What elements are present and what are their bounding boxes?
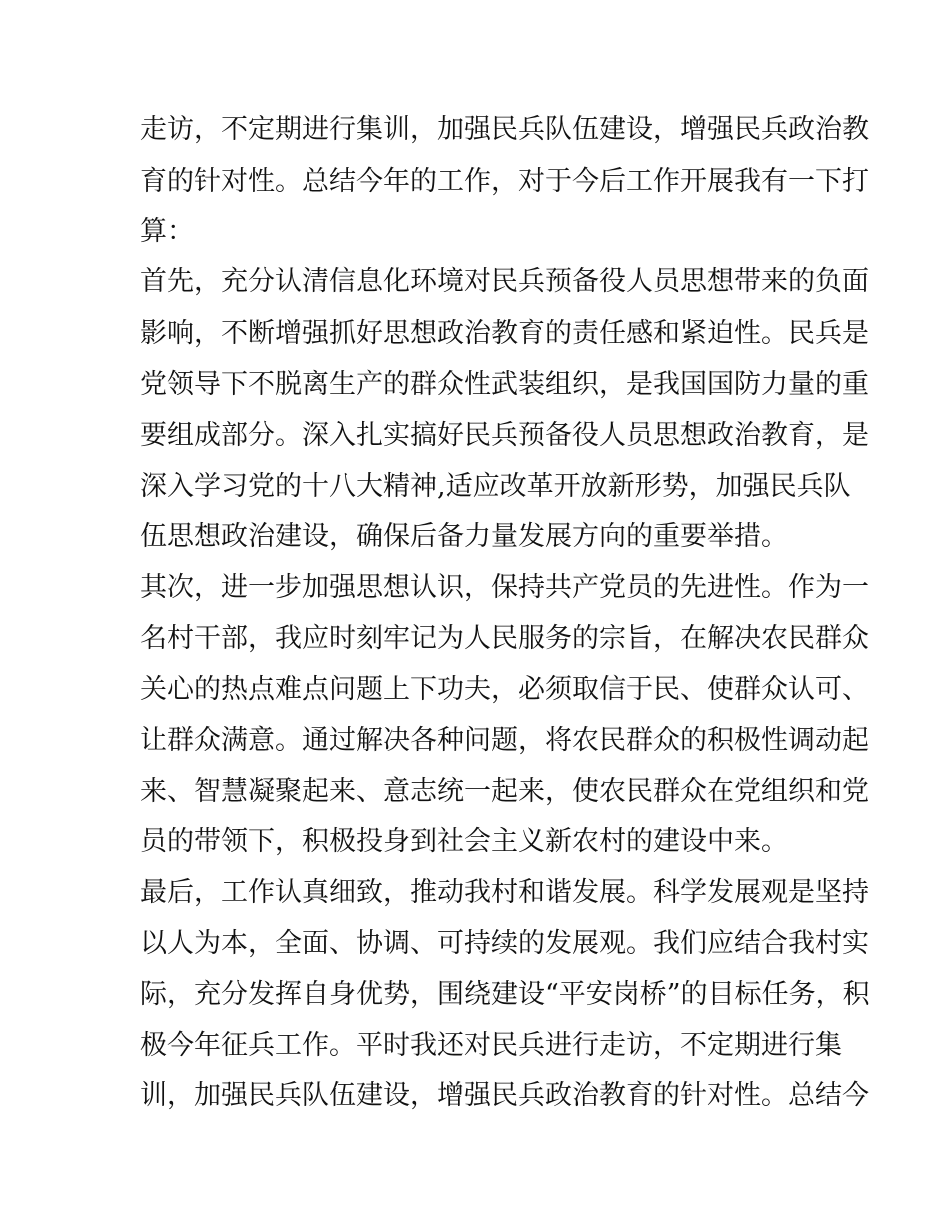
text-line: 名村干部，我应时刻牢记为人民服务的宗旨，在解决农民群众 — [140, 623, 869, 654]
text-line: 算： — [140, 216, 194, 247]
text-line: 党领导下不脱离生产的群众性武装组织，是我国国防力量的重 — [140, 369, 869, 400]
text-line: 其次，进一步加强思想认识，保持共产党员的先进性。作为一 — [140, 572, 869, 603]
text-line: 关心的热点难点问题上下功夫，必须取信于民、使群众认可、 — [140, 674, 869, 705]
text-line: 以人为本，全面、协调、可持续的发展观。我们应结合我村实 — [140, 928, 869, 959]
text-line: 训，加强民兵队伍建设，增强民兵政治教育的针对性。总结今 — [140, 1080, 869, 1111]
text-line: 伍思想政治建设，确保后备力量发展方向的重要举措。 — [140, 521, 788, 552]
text-line: 最后，工作认真细致，推动我村和谐发展。科学发展观是坚持 — [140, 877, 869, 908]
text-line: 际，充分发挥自身优势，围绕建设“平安岗桥”的目标任务，积 — [140, 979, 870, 1010]
text-line: 深入学习党的十八大精神,适应改革开放新形势，加强民兵队 — [140, 471, 851, 502]
text-line: 走访，不定期进行集训，加强民兵队伍建设，增强民兵政治教 — [140, 114, 869, 145]
text-line: 首先，充分认清信息化环境对民兵预备役人员思想带来的负面 — [140, 266, 869, 297]
text-line: 要组成部分。深入扎实搞好民兵预备役人员思想政治教育，是 — [140, 420, 869, 451]
text-line: 员的带领下，积极投身到社会主义新农村的建设中来。 — [140, 826, 788, 857]
text-line: 极今年征兵工作。平时我还对民兵进行走访，不定期进行集 — [140, 1030, 842, 1061]
text-line: 影响，不断增强抓好思想政治教育的责任感和紧迫性。民兵是 — [140, 318, 869, 349]
text-line: 育的针对性。总结今年的工作，对于今后工作开展我有一下打 — [140, 166, 869, 197]
text-line: 来、智慧凝聚起来、意志统一起来，使农民群众在党组织和党 — [140, 776, 869, 807]
text-line: 让群众满意。通过解决各种问题，将农民群众的积极性调动起 — [140, 725, 869, 756]
